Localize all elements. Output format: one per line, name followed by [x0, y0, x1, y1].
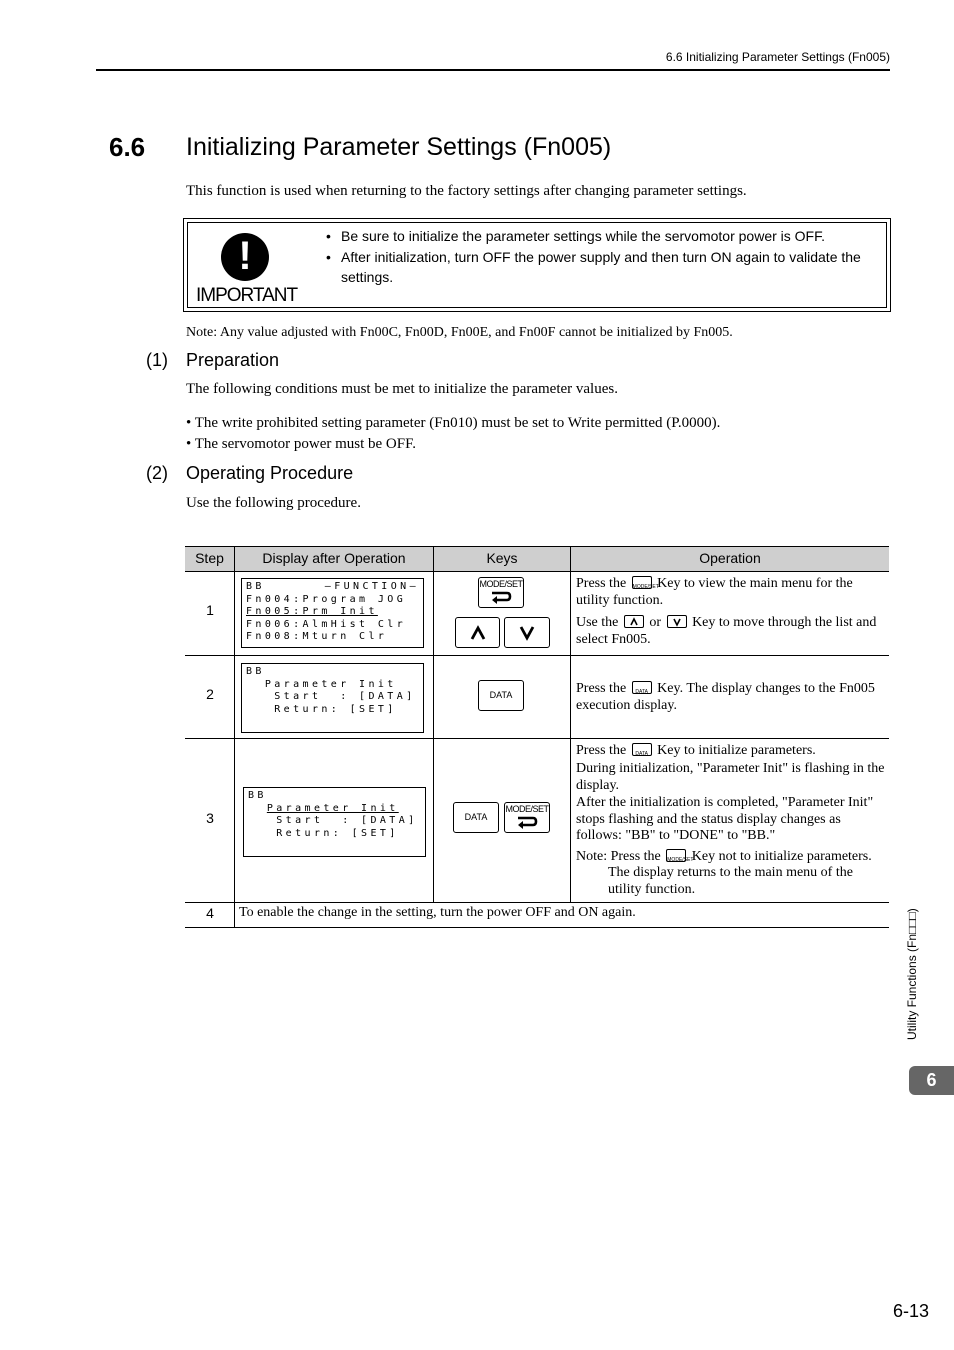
- section-number: 6.6: [109, 132, 146, 162]
- lcd-display: BB –FUNCTION– Fn004:Program JOG Fn005:Prm Init Fn006:AlmHist Clr Fn008:Mturn Clr: [241, 578, 424, 648]
- data-key[interactable]: DATA: [453, 802, 499, 833]
- up-key[interactable]: [455, 617, 500, 648]
- important-item: • After initialization, turn OFF the power supply and then turn ON again to validate the settings.: [326, 249, 861, 285]
- table-row: [185, 656, 889, 739]
- lcd-display: BB Parameter Init Start : [DATA] Return: [SET]: [241, 663, 424, 733]
- data-key-inline-icon: DATA: [632, 743, 652, 756]
- important-item: • Be sure to initialize the parameter settings while the servomotor power is OFF.: [326, 228, 825, 244]
- operation-text: Press the DATA Key. The display changes to the Fn005 execution display.: [576, 681, 875, 713]
- header-rule: [96, 69, 890, 71]
- lcd-display: BB Parameter Init Start : [DATA] Return: [SET]: [243, 787, 426, 857]
- mode-set-key-inline-icon: MODE/SET: [666, 849, 686, 862]
- section-title: Initializing Parameter Settings (Fn005): [186, 133, 612, 161]
- data-key-inline-icon: DATA: [632, 681, 652, 694]
- return-arrow-icon: [489, 589, 513, 604]
- data-key[interactable]: DATA: [478, 680, 524, 711]
- step-4-text: To enable the change in the setting, turn the power OFF and ON again.: [239, 905, 636, 920]
- up-arrow-icon: [470, 625, 486, 641]
- important-box: [183, 218, 891, 312]
- preparation-title: Preparation: [186, 350, 280, 370]
- important-item-text: After initialization, turn OFF the power supply and then turn ON again to validate the settings.: [341, 249, 861, 285]
- step-number: 4: [206, 905, 214, 921]
- intro-paragraph: This function is used when returning to the factory settings after changing parameter settings.: [186, 183, 747, 199]
- operation-text: Press the MODE/SET Key to view the main menu for the utility function.: [576, 576, 853, 608]
- operation-note: The display returns to the main menu of the utility function.: [608, 865, 853, 897]
- operation-text: After the initialization is completed, "Parameter Init" stops flashing and the status display changes as follows: "BB" to "DONE" to "BB.": [576, 795, 874, 843]
- important-label: IMPORTANT: [196, 285, 298, 306]
- note: Note: Any value adjusted with Fn00C, Fn00D, Fn00E, and Fn00F cannot be initialized by Fn005.: [186, 325, 733, 340]
- preparation-number: (1): [146, 350, 168, 370]
- chapter-tab: 6: [909, 1066, 954, 1095]
- exclamation-icon: !: [221, 233, 269, 281]
- step-number: 3: [206, 810, 214, 826]
- header-display: Display after Operation: [235, 547, 434, 571]
- running-header: 6.6 Initializing Parameter Settings (Fn005): [665, 50, 890, 64]
- procedure-title: Operating Procedure: [186, 463, 354, 483]
- procedure-number: (2): [146, 463, 168, 483]
- important-item-text: Be sure to initialize the parameter settings while the servomotor power is OFF.: [341, 228, 825, 244]
- up-key-inline-icon: [624, 615, 644, 628]
- operation-text: During initialization, "Parameter Init" is flashing in the display.: [576, 761, 885, 793]
- table-row: [185, 903, 889, 928]
- operation-text: Use the or Key to move through the list and select Fn005.: [576, 615, 877, 647]
- important-box-inner: [187, 222, 887, 308]
- header-keys: Keys: [434, 547, 571, 571]
- header-step: Step: [185, 547, 235, 571]
- operation-note: Note: Press the MODE/SET Key not to initialize parameters.: [576, 849, 872, 864]
- preparation-text: The following conditions must be met to initialize the parameter values.: [186, 381, 618, 397]
- down-key[interactable]: [504, 617, 550, 648]
- down-arrow-icon: [519, 625, 535, 641]
- procedure-text: Use the following procedure.: [186, 495, 361, 511]
- step-number: 1: [206, 602, 214, 618]
- table-row: [185, 571, 889, 656]
- side-tab-text: Utility Functions (Fn□□□): [905, 908, 919, 1040]
- mode-set-key[interactable]: MODE/SET: [478, 577, 524, 608]
- return-arrow-icon: [515, 814, 539, 829]
- header-operation: Operation: [699, 550, 761, 566]
- condition-item: • The write prohibited setting parameter (Fn010) must be set to Write permitted (P.0000).: [186, 415, 721, 431]
- down-key-inline-icon: [667, 615, 687, 628]
- operation-text: Press the DATA Key to initialize parameters.: [576, 743, 816, 758]
- condition-item: • The servomotor power must be OFF.: [186, 436, 417, 452]
- mode-set-key[interactable]: MODE/SET: [504, 802, 550, 833]
- table-header-row: [185, 546, 889, 572]
- mode-set-key-inline-icon: MODE/SET: [632, 576, 652, 589]
- table-row: [185, 739, 889, 903]
- step-number: 2: [206, 686, 214, 702]
- page-number: 6-13: [893, 1301, 930, 1321]
